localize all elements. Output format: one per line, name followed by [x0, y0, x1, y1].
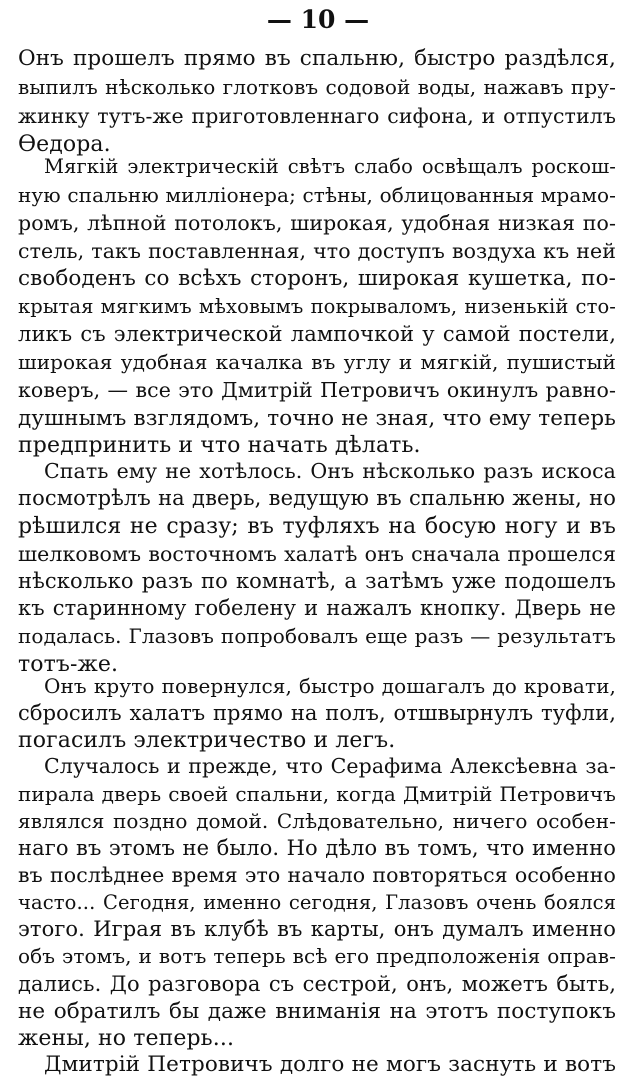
text-line: душнымъ взглядомъ, точно не зная, что ему теперь	[18, 406, 616, 431]
text-line: коверъ, — все это Дмитрій Петровичъ окинулъ равно-	[18, 378, 616, 402]
text-line: широкая удобная качалка въ углу и мягкій, пушистый	[18, 350, 616, 374]
text-line: не обратилъ бы даже вниманія на этотъ поступокъ	[18, 999, 616, 1024]
page-number: — 10 —	[266, 5, 370, 34]
paragraph-first-line: Случалось и прежде, что Серафима Алексѣевна за-	[44, 754, 616, 778]
text-line: наго въ этомъ не было. Но дѣло въ томъ, что именно	[18, 836, 616, 860]
text-line: рѣшился не сразу; въ туфляхъ на босую ногу и въ	[18, 514, 616, 539]
text-line: свободенъ со всѣхъ сторонъ, широкая кушетка, по-	[18, 266, 616, 291]
text-line: нѣсколько разъ по комнатѣ, а затѣмъ уже подошелъ	[18, 569, 616, 593]
paragraph-first-line: Спать ему не хотѣлось. Онъ нѣсколько разъ искоса	[44, 459, 616, 483]
text-line: пирала дверь своей спальни, когда Дмитрій Петровичъ	[18, 782, 616, 806]
paragraph-first-line: Онъ круто повернулся, быстро дошагалъ до кровати,	[44, 674, 616, 698]
text-line: сбросилъ халатъ прямо на полъ, отшвырнулъ туфли,	[18, 701, 616, 725]
text-line: въ послѣднее время это начало повторяться особенно	[18, 863, 616, 887]
text-line: стель, такъ поставленная, что доступъ воздуха къ ней	[18, 239, 616, 263]
text-line: объ этомъ, и вотъ теперь всѣ его предположенія оправ-	[18, 944, 616, 968]
text-line: являлся поздно домой. Слѣдовательно, ничего особен-	[18, 809, 616, 833]
text-line: погасилъ электричество и легъ.	[18, 728, 396, 753]
text-line: предпринить и что начать дѣлать.	[18, 433, 421, 458]
text-line: крытая мягкимъ мѣховымъ покрываломъ, низенькій сто-	[18, 295, 616, 318]
text-line: ромъ, лѣпной потолокъ, широкая, удобная низкая по-	[18, 211, 616, 235]
text-line: шелковомъ восточномъ халатѣ онъ сначала прошелся	[18, 542, 616, 566]
text-line: жинку тутъ-же приготовленнаго сифона, и отпустилъ	[18, 104, 616, 128]
paragraph-first-line: Дмитрій Петровичъ долго не могъ заснуть и вотъ	[44, 1052, 616, 1077]
text-line: ную спальню милліонера; стѣны, облицованныя мрамо-	[18, 183, 616, 207]
text-line: выпилъ нѣсколько глотковъ содовой воды, нажавъ пру-	[18, 75, 616, 99]
text-line: тотъ-же.	[18, 652, 119, 677]
text-line: этого. Играя въ клубѣ въ карты, онъ думалъ именно	[18, 917, 616, 941]
text-line: посмотрѣлъ на дверь, ведущую въ спальню жены, но	[18, 486, 616, 510]
text-line: къ старинному гобелену и нажалъ кнопку. Дверь не	[18, 596, 616, 620]
text-line: Онъ прошелъ прямо въ спальню, быстро раздѣлся,	[18, 46, 616, 71]
text-line: жены, но теперь...	[18, 1026, 235, 1051]
text-line: Ѳедора.	[18, 132, 111, 157]
text-line: подалась. Глазовъ попробовалъ еще разъ — результатъ	[18, 624, 616, 648]
text-line: часто... Сегодня, именно сегодня, Глазовъ очень боялся	[18, 891, 616, 914]
text-line: дались. До разговора съ сестрой, онъ, можетъ быть,	[18, 972, 616, 996]
text-line: ликъ съ электрической лампочкой у самой постели,	[18, 322, 616, 346]
paragraph-first-line: Мягкій электрическій свѣтъ слабо освѣщалъ роскош-	[44, 155, 616, 178]
